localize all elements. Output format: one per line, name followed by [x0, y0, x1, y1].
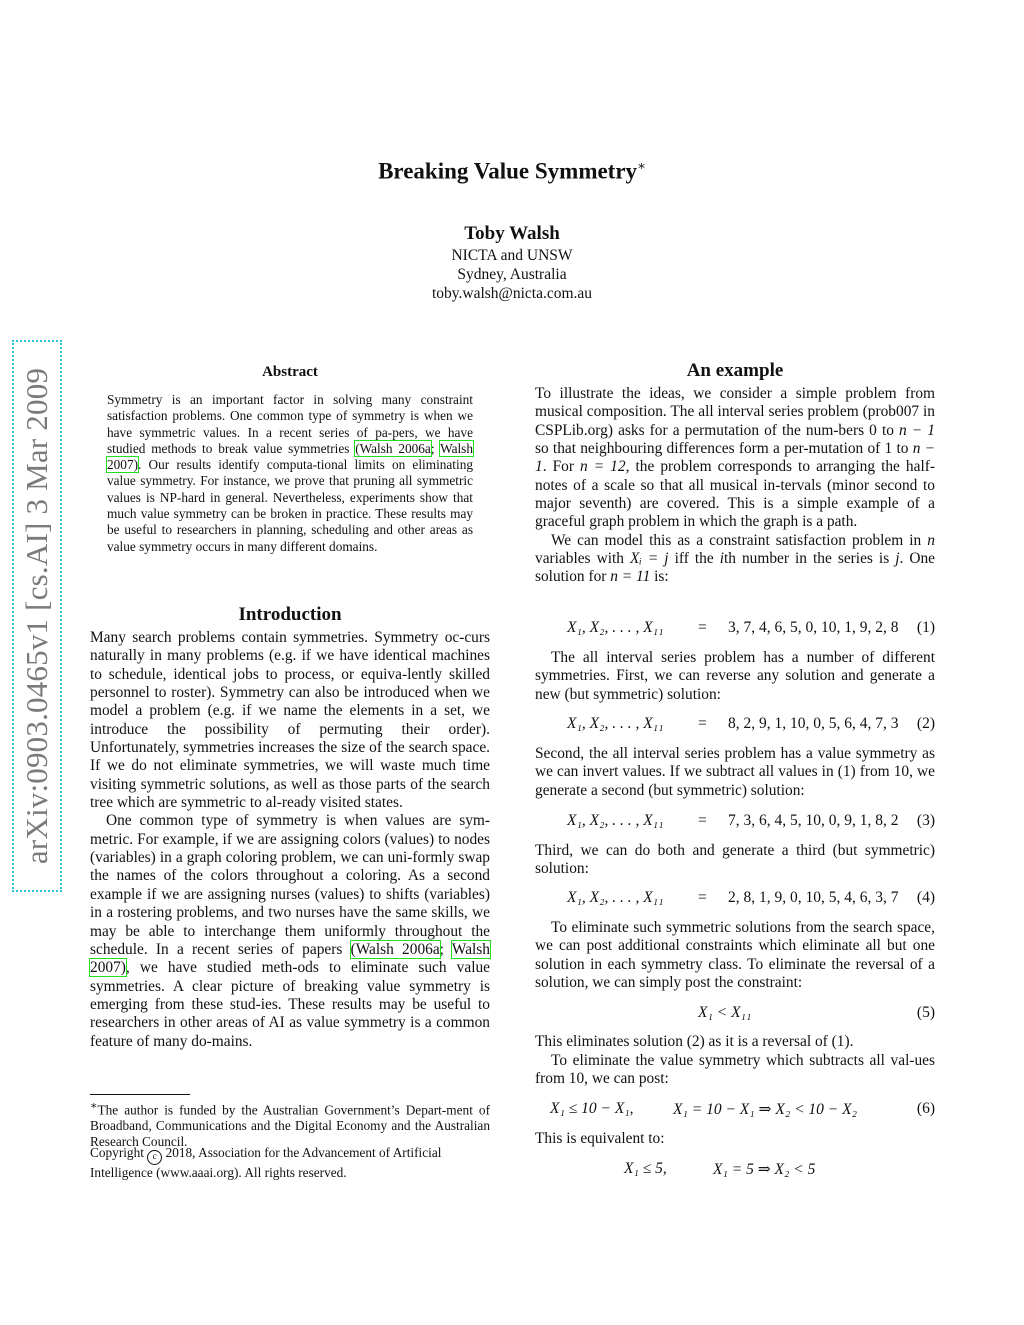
paper-title-text: Breaking Value Symmetry — [378, 158, 638, 184]
example-paragraph-6: To eliminate such symmetric solutions from the search space, we can post additional constraints which eliminate all but one solution in each symmetry class. To eliminate the reversal of a solution, we can simply post the constraint: — [535, 919, 935, 992]
citation-link[interactable]: Walsh 2007) — [90, 940, 490, 977]
citation-walsh-2006a[interactable]: Walsh 2006a — [359, 440, 431, 456]
equation-number: (1) — [916, 619, 935, 636]
footnote-text: The author is funded by the Australian Government’s Depart-ment of Broadband, Communications and the Digital Economy and the Australian Research Council. — [90, 1102, 490, 1150]
arxiv-stamp[interactable] — [14, 342, 60, 890]
footnote-mark: ∗ — [90, 1100, 98, 1112]
title-footnote-mark: ∗ — [637, 158, 646, 173]
equation-1: X₁, X₂, . . . , X₁₁ = 3, 7, 4, 6, 5, 0, 10, 1, 9, 2, 8 (1) — [567, 619, 935, 636]
intro-paragraph-2: One common type of symmetry is when values are sym-metric. For example, if we are assigning colors (values) to nodes (variables) in a graph coloring problem, we can uni-formly swap the names of the colors throughout a coloring. As a second example if we are assigning nurses (values) to shifts (variables) in a rostering problems, and two nurses have the same skills, we may be able to interchange them uniformly throughout the schedule. In a recent series of papers (Walsh 2006a; Walsh 2007), we have studied meth-ods to eliminate such value symmetries. A clear picture of breaking value symmetry is emerging from these stud-ies. These results may be useful to researchers in other areas of AI as value symmetry is a common feature of many do-mains. — [90, 812, 490, 1050]
author-block — [0, 222, 1024, 303]
example-paragraph-5: Third, we can do both and generate a third (but symmetric) solution: — [535, 842, 935, 878]
author-email: toby.walsh@nicta.com.au — [431, 285, 593, 302]
intro-paragraph-1: Many search problems contain symmetries. Symmetry oc-curs naturally in many problems (e.g. if we have identical machines to schedule, identical jobs to process, or equiva-lently skilled personnel to roster). Symmetry can also be introduced when we model a problem (e.g. if we name the elements in a set, we introduce the possibility of permuting their order). Unfortunately, symmetries increases the size of the search space. If we do not eliminate symmetries, we will waste much time visiting symmetric solutions, as well as those parts of the search tree which are symmetric to al-ready visited states. — [90, 629, 490, 812]
abstract-text: Symmetry is an important factor in solving many constraint satisfaction problems. One common type of symmetry is when we have symmetric values. In a recent series of pa-pers, we have studied methods to break value symmetries (Walsh 2006a; Walsh 2007). Our results identify computa-tional limits on eliminating value symmetry. For instance, we prove that pruning all symmetric values is NP-hard in general. Nevertheless, experiments show that much value symmetry can be broken in practice. These results may be useful to researchers in planning, scheduling and other areas as value symmetry occurs in many different domains. — [107, 392, 473, 554]
author-name: Toby Walsh — [464, 223, 560, 244]
abstract-heading: Abstract — [262, 364, 318, 380]
abstract-part-1: Symmetry is an important factor in solving many constraint satisfaction problems. One common type of symmetry is when we have symmetric values. In a recent series of pa-pers, we have studied methods to break value symmetries — [107, 392, 473, 456]
example-paragraph-8: To eliminate the value symmetry which subtracts all val-ues from 10, we can post: — [535, 1052, 935, 1088]
equation-5: X₁ < X₁₁ (5) — [698, 1004, 935, 1021]
example-paragraph-2: We can model this as a constraint satisfaction problem in n variables with Xᵢ = j iff the ith number in the series is j. One solution for n = 11 is: — [535, 531, 936, 586]
citation-link[interactable]: (Walsh 2006a — [355, 440, 431, 456]
abstract-part-2: . Our results identify computa-tional limits on eliminating value symmetry. For instance, we prove that pruning all symmetric values is NP-hard in general. Nevertheless, experiments show that much value symmetry can be broken in practice. These results may be useful to researchers in planning, scheduling and other areas as value symmetry occurs in many different domains. — [107, 457, 473, 554]
equation-2: X₁, X₂, . . . , X₁₁ = 8, 2, 9, 1, 10, 0, 5, 6, 4, 7, 3 (2) — [567, 715, 935, 732]
introduction-section — [90, 604, 490, 1051]
copyright-icon: c — [147, 1150, 162, 1165]
citation-link[interactable]: (Walsh 2006a — [350, 940, 440, 958]
example-section — [535, 360, 935, 587]
paper-title — [0, 158, 1024, 185]
equation-6: X₁ ≤ 10 − X₁, X₁ = 10 − X₁ ⇒ X₂ < 10 − X₂ (6) — [550, 1100, 935, 1118]
equation-3: X₁, X₂, . . . , X₁₁ = 7, 3, 6, 4, 5, 10, 0, 9, 1, 8, 2 (3) — [567, 812, 935, 829]
copyright-notice: Copyright c 2018, Association for the Advancement of Artificial Intelligence (www.aaai.org). All rights reserved. — [90, 1145, 442, 1180]
citation-walsh-2007[interactable]: Walsh 2007 — [90, 940, 490, 977]
citation-walsh-2006a[interactable]: Walsh 2006a — [355, 940, 440, 958]
equation-7: X₁ ≤ 5, X₁ = 5 ⇒ X₂ < 5 — [624, 1160, 816, 1178]
example-paragraph-3: The all interval series problem has a number of different symmetries. First, we can reverse any solution and generate a new (but symmetric) solution: — [535, 649, 935, 703]
author-affiliation: NICTA and UNSW — [451, 247, 573, 264]
equation-number: (4) — [916, 889, 935, 906]
equation-number: (2) — [916, 715, 935, 732]
example-paragraph-4: Second, the all interval series problem has a value symmetry as we can invert values. If we subtract all values in (1) from 10, we generate a second (but symmetric) solution: — [535, 745, 935, 799]
citation-walsh-2007[interactable]: Walsh 2007 — [107, 440, 473, 473]
example-heading: An example — [686, 360, 784, 381]
footnote — [90, 1098, 490, 1150]
equation-4: X₁, X₂, . . . , X₁₁ = 2, 8, 1, 9, 0, 10, 5, 4, 6, 3, 7 (4) — [567, 889, 935, 906]
introduction-heading: Introduction — [238, 604, 342, 625]
example-paragraph-7: This eliminates solution (2) as it is a reversal of (1). — [535, 1033, 854, 1050]
example-paragraph-1: To illustrate the ideas, we consider a simple problem from musical composition. The all interval series problem (prob007 in CSPLib.org) asks for a permutation of the num-bers 0 to n − 1 so that neighbouring differences form a per-mutation of 1 to n − 1. For n = 12, the problem corresponds to arranging the half-notes of a scale so that all musical in-tervals (minor second to major seventh) are covered. This is a simple example of a graceful graph problem in which the graph is a path. — [535, 385, 936, 531]
author-location: Sydney, Australia — [457, 266, 567, 283]
equation-number: (6) — [916, 1100, 935, 1117]
equation-number: (3) — [916, 812, 935, 829]
arxiv-stamp-text: arXiv:0903.0465v1 [cs.AI] 3 Mar 2009 — [19, 367, 54, 865]
example-paragraph-9: This is equivalent to: — [535, 1130, 665, 1147]
citation-link[interactable]: Walsh 2007) — [107, 440, 473, 473]
footnote-rule — [90, 1094, 190, 1095]
equation-number: (5) — [916, 1004, 935, 1021]
